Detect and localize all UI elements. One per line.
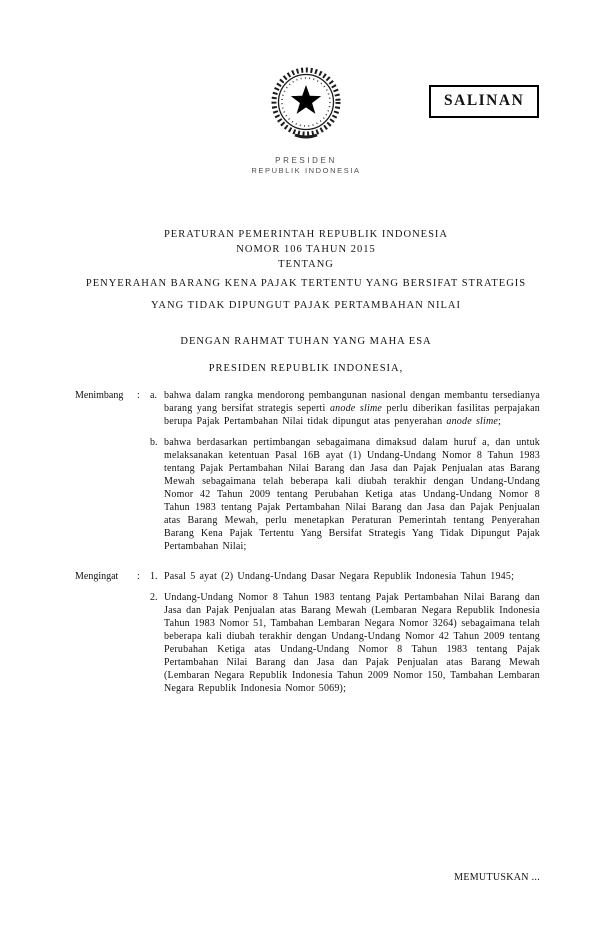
regulation-title [0, 227, 612, 313]
title-line-5: YANG TIDAK DIPUNGUT PAJAK PERTAMBAHAN NILAI [151, 300, 461, 311]
letterhead-presiden: PRESIDEN [275, 156, 337, 165]
item-text: bahwa berdasarkan pertimbangan sebagaimana dimaksud dalam huruf a, dan untuk melaksanakan ketentuan Pasal 16B ayat (1) Undang-Undang Nomor 8 Tahun 1983 tentang Pajak Pertambahan Nilai Barang dan Jasa dan Pajak Penjualan atas Barang Mewah sebagaimana telah beberapa kali diubah terakhir dengan Undang-Undang Nomor 42 Tahun 2009 tentang Perubahan Ketiga atas Undang-Undang Nomor 8 Tahun 1983 tentang Pajak Pertambahan Nilai Barang dan Jasa dan Pajak Penjualan atas Barang Mewah, perlu menetapkan Peraturan Pemerintah tentang Penyerahan Barang Kena Pajak Tertentu Yang Bersifat Strategis Yang Tidak Dipungut Pajak Pertambahan Nilai; [164, 437, 540, 552]
document-body [75, 389, 540, 712]
letterhead [0, 156, 612, 175]
list-item [150, 591, 540, 695]
item-text: Pasal 5 ayat (2) Undang-Undang Dasar Negara Republik Indonesia Tahun 1945; [164, 571, 515, 582]
list-item [150, 389, 540, 428]
mengingat-items [150, 570, 540, 695]
issuer-line: PRESIDEN REPUBLIK INDONESIA, [208, 363, 404, 374]
invocation-line: DENGAN RAHMAT TUHAN YANG MAHA ESA [180, 336, 432, 347]
item-marker: 2. [150, 592, 158, 603]
mengingat-colon: : [137, 571, 140, 582]
title-line-4: PENYERAHAN BARANG KENA PAJAK TERTENTU YANG BERSIFAT STRATEGIS [85, 278, 527, 289]
list-item [150, 436, 540, 553]
salinan-copy-stamp: SALINAN [429, 85, 539, 118]
title-line-2: NOMOR 106 TAHUN 2015 [236, 244, 376, 255]
title-line-1: PERATURAN PEMERINTAH REPUBLIK INDONESIA [163, 229, 449, 240]
menimbang-items [150, 389, 540, 553]
section-mengingat [75, 570, 540, 695]
title-line-3: TENTANG [278, 259, 334, 270]
item-marker: a. [150, 390, 157, 401]
item-text: Undang-Undang Nomor 8 Tahun 1983 tentang Pajak Pertambahan Nilai Barang dan Jasa dan Pajak Penjualan atas Barang Mewah (Lembaran Negara Republik Indonesia Tahun 1983 Nomor 51, Tambahan Lembaran Negara Nomor 3264) sebagaimana telah beberapa kali diubah terakhir dengan Undang-Undang Nomor 42 Tahun 2009 tentang Perubahan Ketiga atas Undang-Undang Nomor 8 Tahun 1983 tentang Pajak Pertambahan Nilai Barang dan Jasa dan Pajak Penjualan atas Barang Mewah (Lembaran Negara Republik Indonesia Tahun 2009 Nomor 150, Tambahan Lembaran Negara Republik Indonesia Nomor 5069); [164, 592, 540, 694]
menimbang-colon: : [137, 390, 140, 401]
list-item [150, 570, 540, 583]
mengingat-label: Mengingat [75, 571, 119, 582]
presidential-star-emblem-icon [266, 64, 346, 151]
item-marker: b. [150, 437, 158, 448]
letterhead-republik-indonesia: REPUBLIK INDONESIA [251, 166, 361, 175]
item-text: bahwa dalam rangka mendorong pembangunan nasional dengan membantu tersedianya barang yang bersifat strategis seperti anode slime perlu diberikan fasilitas perpajakan berupa Pajak Pertambahan Nilai tidak dipungut atas penyerahan anode slime; [164, 390, 540, 427]
section-menimbang [75, 389, 540, 553]
item-marker: 1. [150, 571, 158, 582]
continuation-catchword: MEMUTUSKAN ... [454, 872, 540, 883]
menimbang-label: Menimbang [75, 390, 124, 401]
